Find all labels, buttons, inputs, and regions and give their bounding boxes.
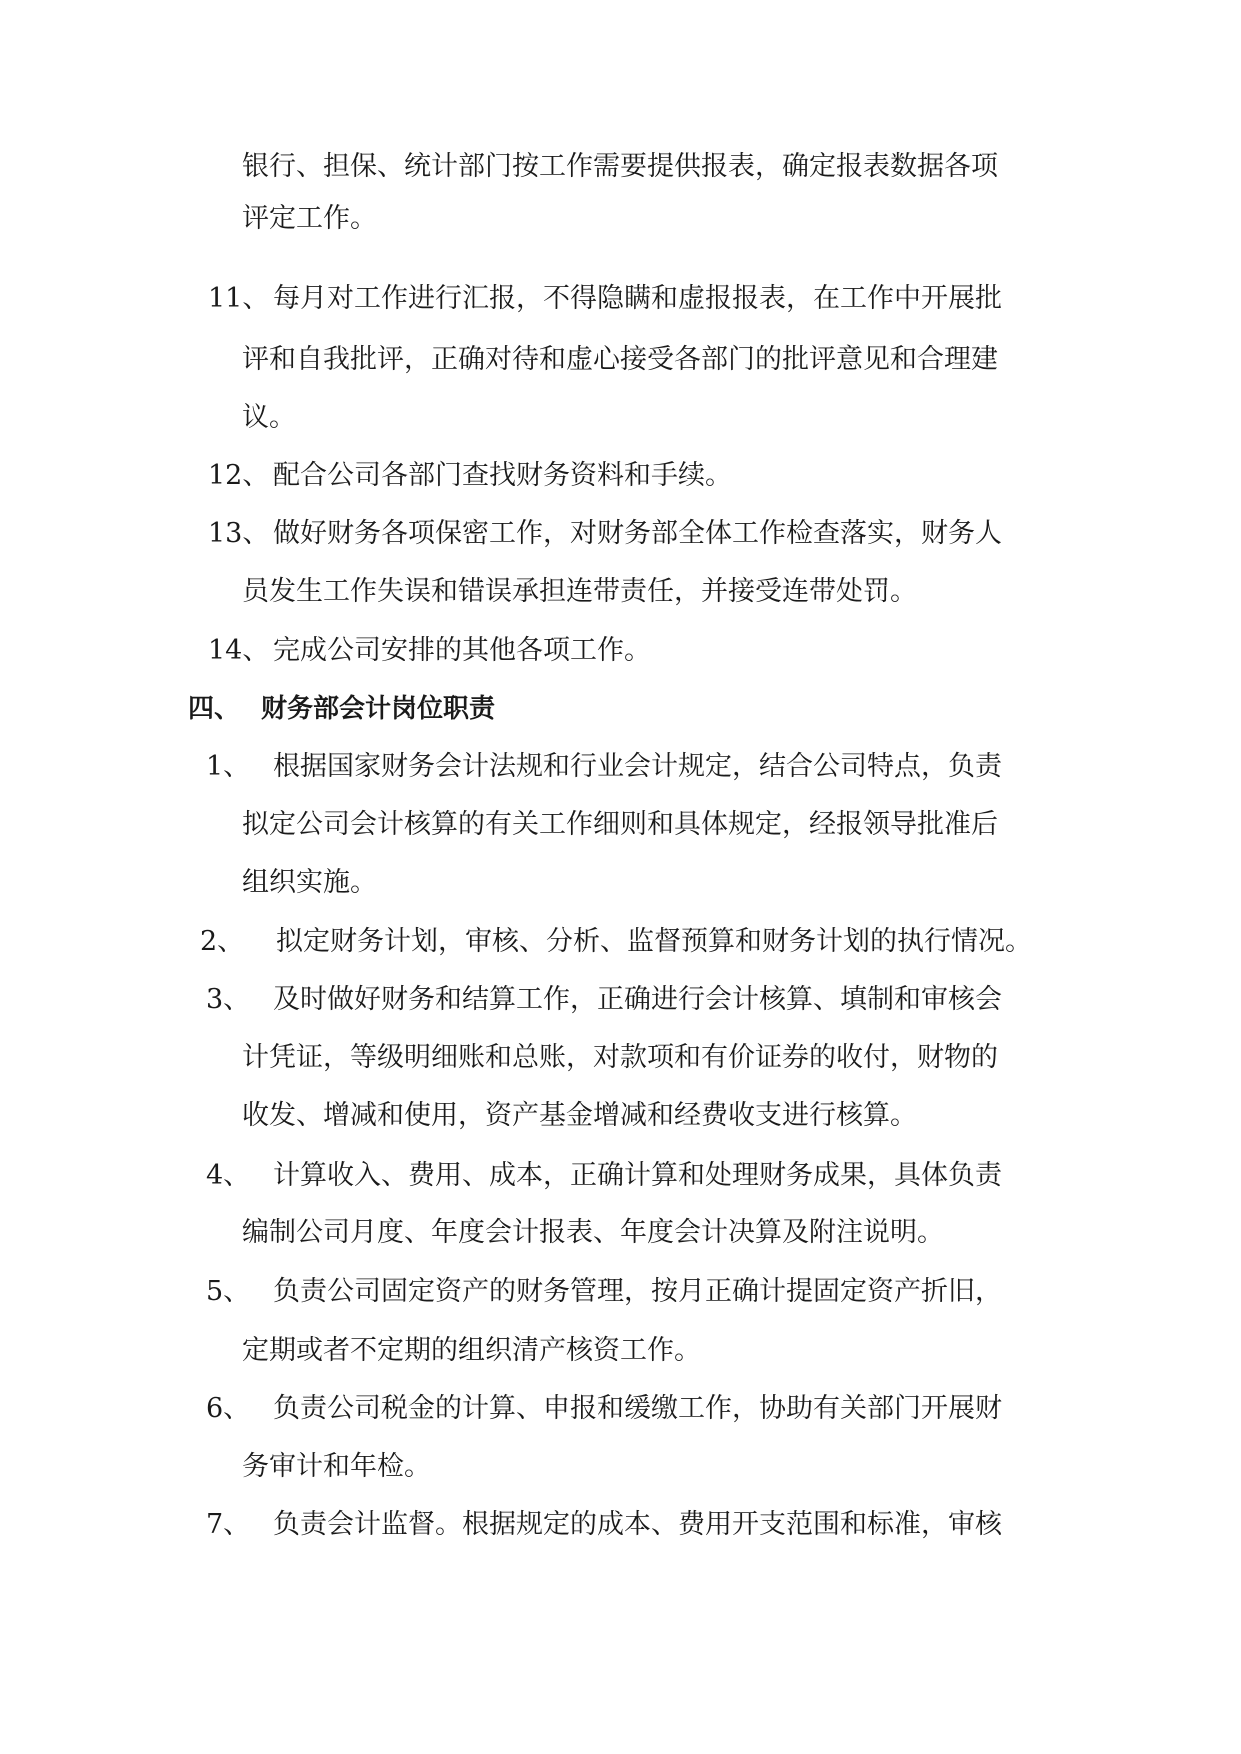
body-text: 负责公司税金的计算、申报和缓缴工作，协助有关部门开展财 xyxy=(273,1393,1002,1424)
item-number: 14、 xyxy=(208,635,270,666)
body-text: 根据国家财务会计法规和行业会计规定，结合公司特点，负责 xyxy=(273,751,1002,782)
body-text: 员发生工作失误和错误承担连带责任，并接受连带处罚。 xyxy=(242,576,917,607)
body-text: 组织实施。 xyxy=(242,867,377,898)
body-text: 配合公司各部门查找财务资料和手续。 xyxy=(273,460,732,491)
item-number: 1、 xyxy=(206,751,251,782)
body-text: 评定工作。 xyxy=(242,203,377,234)
body-text: 拟定公司会计核算的有关工作细则和具体规定，经报领导批准后 xyxy=(242,809,998,840)
item-number: 12、 xyxy=(208,460,270,491)
body-text: 议。 xyxy=(242,402,296,433)
body-text: 负责公司固定资产的财务管理，按月正确计提固定资产折旧， xyxy=(273,1276,1002,1307)
body-text: 计算收入、费用、成本，正确计算和处理财务成果，具体负责 xyxy=(273,1160,1002,1191)
item-number: 6、 xyxy=(206,1393,251,1424)
body-text: 银行、担保、统计部门按工作需要提供报表，确定报表数据各项 xyxy=(242,151,998,182)
body-text: 定期或者不定期的组织清产核资工作。 xyxy=(242,1335,701,1366)
body-text: 拟定财务计划，审核、分析、监督预算和财务计划的执行情况。 xyxy=(276,926,1032,957)
body-text: 做好财务各项保密工作，对财务部全体工作检查落实，财务人 xyxy=(273,518,1002,549)
body-text: 及时做好财务和结算工作，正确进行会计核算、填制和审核会 xyxy=(273,984,1002,1015)
section-number: 四、 xyxy=(188,694,241,724)
body-text: 务审计和年检。 xyxy=(242,1451,431,1482)
item-number: 11、 xyxy=(208,283,270,314)
body-text: 编制公司月度、年度会计报表、年度会计决算及附注说明。 xyxy=(242,1217,944,1248)
body-text: 负责会计监督。根据规定的成本、费用开支范围和标准，审核 xyxy=(273,1509,1002,1540)
item-number: 5、 xyxy=(206,1276,251,1307)
section-title: 财务部会计岗位职责 xyxy=(261,694,496,724)
body-text: 完成公司安排的其他各项工作。 xyxy=(273,635,651,666)
item-number: 4、 xyxy=(206,1160,251,1191)
item-number: 2、 xyxy=(200,926,245,957)
body-text: 计凭证，等级明细账和总账，对款项和有价证券的收付，财物的 xyxy=(242,1042,998,1073)
body-text: 收发、增减和使用，资产基金增减和经费收支进行核算。 xyxy=(242,1100,917,1131)
body-text: 每月对工作进行汇报，不得隐瞒和虚报报表，在工作中开展批 xyxy=(273,283,1002,314)
item-number: 13、 xyxy=(208,518,270,549)
item-number: 7、 xyxy=(206,1509,251,1540)
item-number: 3、 xyxy=(206,984,251,1015)
body-text: 评和自我批评，正确对待和虚心接受各部门的批评意见和合理建 xyxy=(242,344,998,375)
